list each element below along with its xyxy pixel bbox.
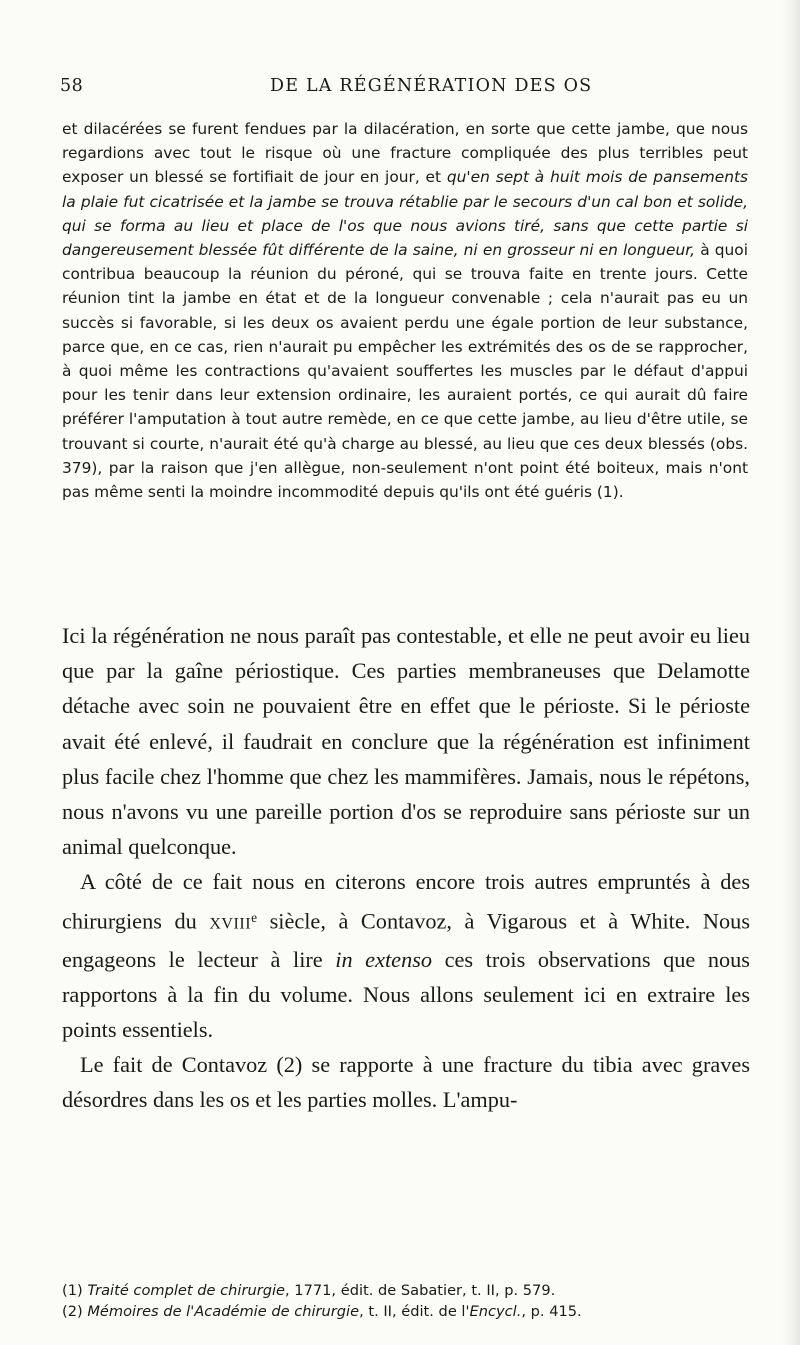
footnote-2-encycl: Encycl.: [469, 1303, 522, 1320]
scan-edge-shadow: [782, 0, 800, 1345]
footnote-1-title: Traité complet de chirurgie: [87, 1282, 286, 1299]
footnote-2: [62, 1301, 750, 1322]
footnotes-real: [62, 1280, 750, 1322]
page-header: [60, 76, 750, 102]
quoted-text-part2: à quoi contribua beaucoup la réunion du péroné, qui se trouva faite en trente jours. Cette réunion tint la jambe en état et de la longueur convenable ; cela n'aurait pas eu un succès si favorable, si les deux os avaient perdu une égale portion de leur substance, parce que, en ce cas, rien n'aurait pu empêcher les extrémités des os de se rapprocher, à quoi même les contractions qu'avaient souffertes les muscles par le défaut d'appui pour les tenir dans leur extension ordinaire, les auraient portés, ce qui aurait dû faire préférer l'amputation à tout autre remède, en ce que cette jambe, au lieu d'être utile, se trouvant si courte, n'aurait été qu'à charge au blessé, au lieu que ces deux blessés (obs. 379), par la raison que j'en allègue, non-seulement n'ont point été boiteux, mais n'ont pas même senti la moindre incommodité depuis qu'ils ont été guéris (1).: [62, 241, 748, 502]
main-paragraph-1: Ici la régénération ne nous paraît pas contestable, et elle ne peut avoir eu lieu que par la gaîne périostique. Ces parties membraneuses que Delamotte détache avec soin ne pouvaient être en effet que le périoste. Si le périoste avait été enlevé, il faudrait en conclure que la régénération est infiniment plus facile chez l'homme que chez les mammifères. Jamais, nous le répétons, nous n'avons vu une pareille portion d'os se reproduire sans périoste sur un animal quelconque.: [62, 623, 750, 860]
footnote-2-title: Mémoires de l'Académie de chirurgie: [87, 1303, 360, 1320]
footnote-1-details: , 1771, édit. de Sabatier, t. II, p. 579.: [285, 1282, 556, 1299]
quoted-text-part1: et dilacérées se furent fendues par la dilacération, en sorte que cette jambe, que nous regardions avec tout le risque où une fracture compliquée des plus terribles peut exposer un blessé se fortifiait de jour en jour, et: [62, 120, 748, 187]
footnote-1-number: (1): [62, 1282, 88, 1299]
quoted-paragraph: [62, 117, 748, 504]
page-number: 58: [60, 76, 84, 96]
main-paragraph-2: [62, 864, 750, 1047]
main-text: [62, 618, 750, 1118]
footnote-2-mid: , t. II, édit. de l': [359, 1303, 470, 1320]
p2-before: A côté de ce fait nous en citerons encore trois autres empruntés à des chirurgiens du: [62, 869, 750, 934]
footnote-2-number: (2): [62, 1303, 88, 1320]
p2-century-sup: e: [251, 909, 257, 925]
running-title: DE LA RÉGÉNÉRATION DES OS: [270, 76, 593, 96]
p2-after: ces trois observations que nous rapportons à la fin du volume. Nous allons seulement ici en extraire les points essentiels.: [62, 946, 750, 1042]
p2-century: XVIII: [209, 915, 252, 933]
p2-italic: in extenso: [335, 946, 433, 972]
quoted-passage: [62, 117, 748, 504]
footnote-1: [62, 1280, 750, 1301]
p2-mid: siècle, à Contavoz, à Vigarous et à White. Nous engageons le lecteur à lire: [62, 908, 750, 972]
quoted-text-italic: qu'en sept à huit mois de pansements la plaie fut cicatrisée et la jambe se trouva rétablie par le secours d'un cal bon et solide, qui se forma au lieu et place de l'os que nous avions tiré, sans que cette partie si dangereusement blessée fût différente de la saine, ni en grosseur ni en longueur,: [62, 168, 749, 260]
main-paragraph-3: Le fait de Contavoz (2) se rapporte à une fracture du tibia avec graves désordres dans les os et les parties molles. L'ampu-: [62, 1052, 750, 1113]
footnote-2-details: , p. 415.: [521, 1303, 582, 1320]
